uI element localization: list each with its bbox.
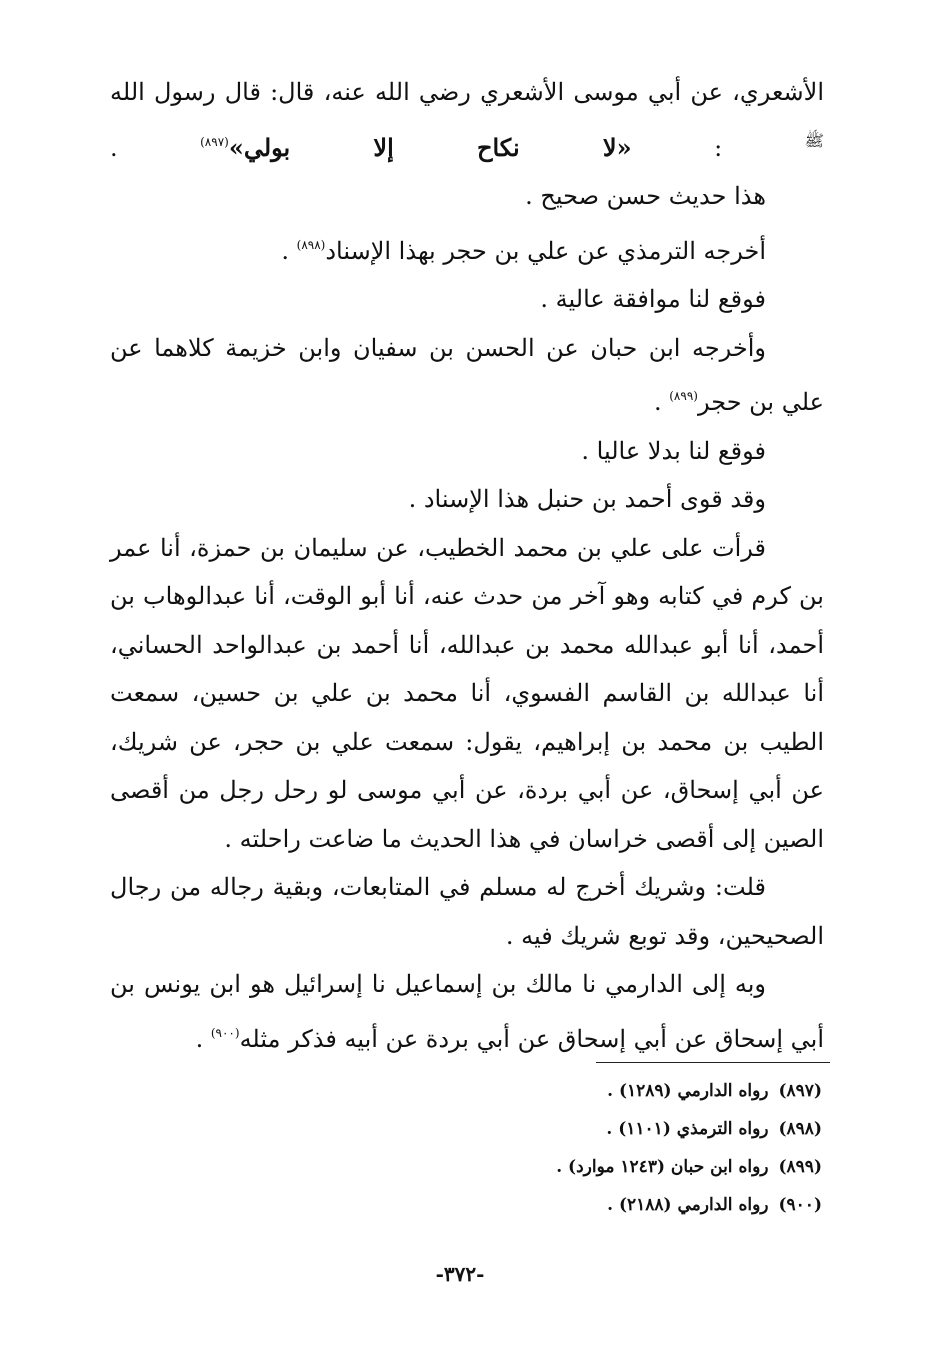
paragraph-end: . xyxy=(653,388,670,416)
footnote-3 xyxy=(360,1148,822,1186)
separator: : xyxy=(631,133,805,162)
paragraph-5 xyxy=(110,324,824,427)
paragraph-7 xyxy=(110,475,824,524)
honorific-symbol: ﷺ xyxy=(804,130,824,150)
footnote-ref[interactable]: (٨٩٧) xyxy=(200,134,229,149)
footnote-number: (٨٩٩) xyxy=(778,1157,822,1177)
footnote-ref[interactable]: (٨٩٩) xyxy=(669,389,698,403)
paragraph-end: . xyxy=(281,236,297,265)
paragraph-10 xyxy=(110,960,824,1063)
footnote-4 xyxy=(360,1186,822,1224)
footnote-number: (٨٩٨) xyxy=(778,1119,822,1139)
paragraph-text: أخرجه الترمذي عن علي بن حجر بهذا الإسناد xyxy=(325,236,766,265)
footnote-ref[interactable]: (٨٩٨) xyxy=(296,237,326,252)
footnote-number: (٨٩٧) xyxy=(778,1081,822,1101)
paragraph-9 xyxy=(110,863,824,960)
paragraph-1 xyxy=(110,68,824,172)
paragraph-text: فوقع لنا بدلا عاليا . xyxy=(581,436,766,465)
paragraph-text: الأشعري، عن أبي موسى الأشعري رضي الله عنه، قال: قال رسول الله xyxy=(110,78,824,106)
footnote-2 xyxy=(360,1110,822,1148)
footnote-text: رواه ابن حبان (١٢٤٣ موارد) . xyxy=(556,1157,769,1177)
paragraph-text: هذا حديث حسن صحيح . xyxy=(525,182,766,210)
page-number: -٣٧٢- xyxy=(435,1262,485,1286)
paragraph-8 xyxy=(110,524,824,864)
footnote-ref[interactable]: (٩٠٠) xyxy=(210,1025,240,1040)
footnote-divider xyxy=(596,1062,830,1063)
paragraph-text: وبه إلى الدارمي نا مالك بن إسماعيل نا إسرائيل هو ابن يونس بن أبي إسحاق عن أبي إسحاق عن أبي بردة عن أبيه فذكر مثله xyxy=(110,970,824,1053)
paragraph-4 xyxy=(110,275,824,324)
main-text xyxy=(110,68,824,1063)
paragraph-text: فوقع لنا موافقة عالية . xyxy=(540,285,766,313)
footnote-text: رواه الدارمي (١٢٨٩) . xyxy=(607,1081,769,1101)
footnote-text: رواه الدارمي (٢١٨٨) . xyxy=(607,1195,769,1215)
paragraph-text: قلت: وشريك أخرج له مسلم في المتابعات، وبقية رجاله من رجال الصحيحين، وقد توبع شريك فيه . xyxy=(110,873,824,950)
footnotes xyxy=(360,1072,822,1224)
paragraph-3 xyxy=(110,221,824,276)
footnote-text: رواه الترمذي (١١٠١) . xyxy=(606,1119,769,1139)
footnote-1 xyxy=(360,1072,822,1110)
paragraph-text: قرأت على علي بن محمد الخطيب، عن سليمان بن حمزة، أنا عمر بن كرم في كتابه وهو آخر من حدث عنه، أنا أبو الوقت، أنا عبدالوهاب بن أحمد، أنا أبو عبدالله محمد بن عبدالله، أنا أحمد بن عبدالواحد الحساني، أنا عبدالله بن القاسم الفسوي، أنا محمد بن علي بن حسين، سمعت الطيب بن محمد بن إبراهيم، يقول: سمعت علي بن حجر، عن شريك، عن أبي إسحاق، عن أبي بردة، عن أبي موسى لو رحل رجل من أقصى الصين إلى أقصى خراسان في هذا الحديث ما ضاعت راحلته . xyxy=(110,533,824,853)
paragraph-end: . xyxy=(110,133,201,162)
footnote-number: (٩٠٠) xyxy=(778,1195,822,1215)
hadith-quote: «لا نكاح إلا بولي» xyxy=(228,132,632,162)
paragraph-text: وقد قوى أحمد بن حنبل هذا الإسناد . xyxy=(408,485,766,513)
paragraph-end: . xyxy=(195,1024,211,1053)
paragraph-2 xyxy=(110,172,824,221)
paragraph-6 xyxy=(110,427,824,476)
paragraph-text: وأخرجه ابن حبان عن الحسن بن سفيان وابن خزيمة كلاهما عن علي بن حجر xyxy=(110,333,824,416)
